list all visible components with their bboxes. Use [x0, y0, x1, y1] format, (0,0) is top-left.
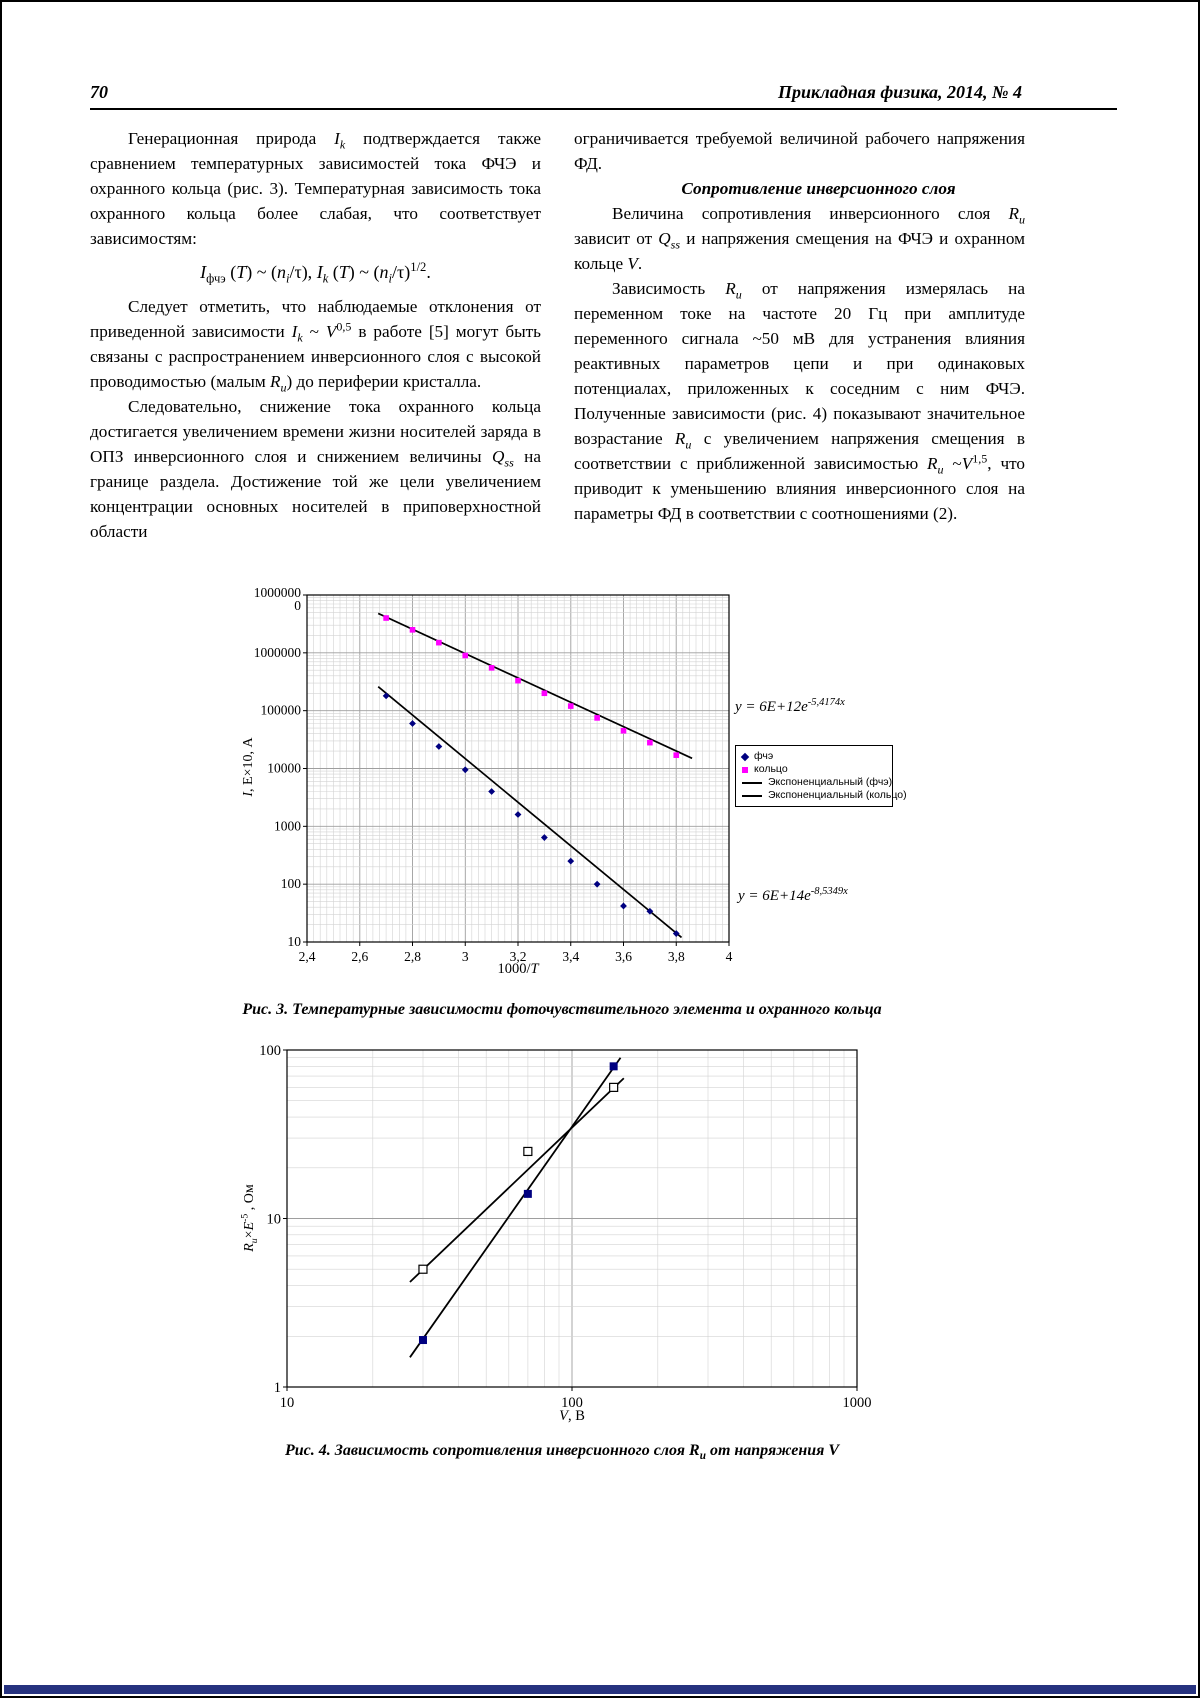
svg-text:2,8: 2,8: [404, 949, 421, 964]
paragraph: ограничивается требуемой величиной рабочего напряжения ФД.: [574, 129, 1025, 173]
data-point: [409, 720, 416, 727]
svg-text:1000000: 1000000: [253, 644, 301, 660]
column-right: [574, 126, 1025, 544]
svg-text:2,4: 2,4: [298, 949, 316, 964]
legend-item: [742, 763, 886, 776]
scan-edge-artifact: [4, 1685, 1196, 1694]
legend-label: фчэ: [754, 750, 774, 762]
svg-text:3,6: 3,6: [615, 949, 632, 964]
inline-formula: $I_{фчэ}$ (T) ~ $(n_i/\tau)$, $I_k$ (T) ~ $(n_i/\tau)^{1/2}$.: [200, 260, 431, 286]
data-point: [610, 1083, 618, 1091]
gridlines: [307, 595, 729, 942]
svg-text:10: 10: [287, 934, 301, 949]
svg-text:3: 3: [461, 949, 469, 964]
data-point: [462, 653, 468, 659]
paragraph: Следует отметить, что наблюдаемые отклонения от приведенной зависимости $I_k$ ~ V$^{0,5}$ в работе [5] могут быть связаны с распространением инверсионного слоя с высокой проводимостью (малым $R_и$) до периферии кристалла.: [90, 297, 541, 395]
svg-text:1000: 1000: [842, 1395, 872, 1411]
figure-3: [232, 587, 922, 992]
svg-text:3,4: 3,4: [562, 949, 580, 964]
x-axis-title: 1000/T: [497, 961, 539, 977]
y-axis-title: $R_и\times E^{-5}$ , Ом: [239, 1184, 260, 1252]
square-marker-icon: [742, 767, 748, 773]
x-axis-title: V, В: [559, 1408, 585, 1424]
trendline-marker-icon: [742, 782, 762, 784]
data-point: [647, 740, 653, 746]
data-point: [489, 665, 495, 671]
paragraph: Зависимость $R_и$ от напряжения измерялась на переменном токе на частоте 20 Гц при амплитуде переменного сигнала ~50 мВ для устранения влияния реактивных параметров цепи и при одинаковых потенциалах, приложенных к соседним с ним ФЧЭ. Полученные зависимости (рис. 4) показывают значительное возрастание $R_и$ с увеличением напряжения смещения в соответствии с приближенной зависимостью $R_и$ $\sim V^{1,5}$, что приводит к уменьшению влияния инверсионного слоя на параметры ФД в соответствии с соотношениями (2).: [574, 279, 1025, 523]
data-point: [567, 858, 574, 865]
data-point: [419, 1336, 427, 1344]
svg-text:1000000: 1000000: [253, 587, 301, 600]
svg-text:10: 10: [279, 1395, 295, 1411]
data-point: [515, 811, 522, 818]
svg-text:10: 10: [266, 1211, 281, 1228]
page-number: 70: [90, 82, 108, 102]
trendline: [410, 1078, 624, 1282]
data-point: [435, 743, 442, 750]
svg-text:1: 1: [273, 1380, 281, 1396]
data-point: [524, 1147, 532, 1155]
data-point: [621, 728, 627, 734]
trendline-equation-pve: $y = 6E+14e^{-8,5349x}$: [738, 886, 848, 904]
data-point: [594, 715, 600, 721]
journal-title: Прикладная физика, 2014, № 4: [777, 82, 1022, 102]
svg-text:100000: 100000: [260, 702, 301, 718]
data-point: [488, 788, 495, 795]
svg-text:0: 0: [294, 598, 301, 613]
legend-item: [742, 750, 886, 763]
legend-item: [742, 776, 893, 789]
gridlines: [287, 1050, 857, 1387]
data-point: [436, 640, 442, 646]
paragraph: Следовательно, снижение тока охранного кольца достигается увеличением времени жизни носителей заряда в ОПЗ инверсионного слоя и снижением величины $Q_{ss}$ на границе раздела. Достижение той же цели увеличением концентрации основных носителей в приповерхностной области: [90, 397, 542, 541]
data-point: [542, 690, 548, 696]
legend-label: кольцо: [754, 763, 788, 775]
data-point: [410, 627, 416, 633]
paragraph: Генерационная природа $I_k$ подтверждается также сравнением температурных зависимостей тока ФЧЭ и охранного кольца (рис. 3). Температурная зависимость тока охранного кольца более слабая, что соответствует зависимостям:: [90, 129, 542, 248]
legend-label: Экспоненциальный (кольцо): [768, 789, 907, 801]
trendline-marker-icon: [742, 795, 762, 797]
legend-label: Экспоненциальный (фчэ): [768, 776, 893, 788]
trendline: [410, 1058, 621, 1358]
diamond-marker-icon: [741, 752, 749, 760]
svg-text:1000: 1000: [274, 818, 301, 834]
svg-text:3,2: 3,2: [509, 949, 527, 964]
resistance-voltage-chart: [232, 1042, 922, 1434]
y-axis-title: I, E×10, А: [241, 737, 256, 797]
svg-text:100: 100: [561, 1395, 583, 1411]
svg-text:4: 4: [725, 949, 733, 964]
data-point: [515, 678, 521, 684]
chart-legend: [735, 745, 907, 807]
trendlines: [410, 1058, 624, 1358]
data-point: [462, 766, 469, 773]
data-point: [620, 903, 627, 910]
trendline-equation-ring: $y = 6E+12e^{-5,4174x}$: [735, 697, 845, 715]
figure-4-caption: Рис. 4. Зависимость сопротивления инверсионного слоя $R_и$ от напряжения V: [284, 1442, 840, 1463]
data-point: [419, 1265, 427, 1273]
svg-text:10000: 10000: [267, 760, 301, 776]
figure-3-caption: Рис. 3. Температурные зависимости фоточувствительного элемента и охранного кольца: [242, 1001, 882, 1018]
header-rule: [90, 108, 1117, 110]
legend-item: [742, 789, 907, 802]
svg-text:100: 100: [280, 876, 301, 892]
figure-4: [232, 1042, 922, 1434]
column-left: [90, 126, 541, 544]
data-point: [610, 1062, 618, 1070]
data-point: [383, 615, 389, 621]
data-point: [568, 703, 574, 709]
trendline: [378, 687, 681, 938]
svg-text:100: 100: [259, 1043, 281, 1059]
svg-text:2,6: 2,6: [351, 949, 369, 964]
paragraph: Величина сопротивления инверсионного слоя $R_и$ зависит от $Q_{ss}$ и напряжения смещения на ФЧЭ и охранном кольце V.: [574, 204, 1025, 273]
text-columns: [90, 126, 1025, 544]
data-point: [524, 1190, 532, 1198]
section-heading: Сопротивление инверсионного слоя: [681, 179, 956, 198]
page-header: [90, 82, 1022, 103]
data-point: [673, 752, 679, 758]
tick-labels: [259, 1043, 871, 1411]
svg-text:3,8: 3,8: [667, 949, 685, 964]
